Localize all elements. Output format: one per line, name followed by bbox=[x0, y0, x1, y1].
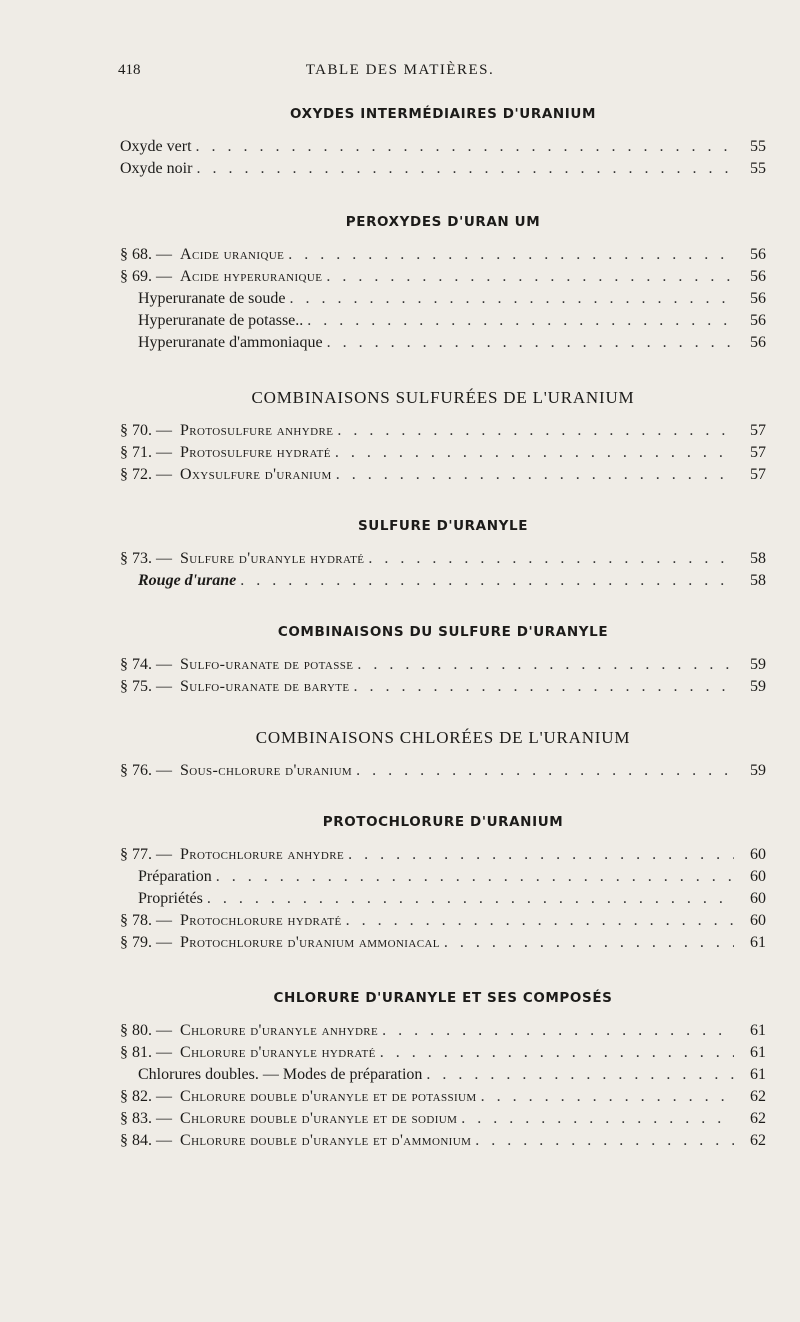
section-heading: COMBINAISONS SULFURÉES DE L'URANIUM bbox=[251, 388, 635, 407]
dot-leader bbox=[475, 1130, 734, 1152]
entry-page: 58 bbox=[750, 550, 766, 567]
section-number: § 71. — bbox=[120, 444, 172, 461]
toc-entry bbox=[120, 1042, 766, 1064]
section-number: § 68. — bbox=[120, 246, 172, 263]
section-number: § 84. — bbox=[120, 1132, 172, 1149]
toc-entry bbox=[120, 420, 766, 442]
entry-page: 61 bbox=[750, 1044, 766, 1061]
dot-leader bbox=[461, 1108, 734, 1130]
entry-list bbox=[120, 244, 766, 354]
dot-leader bbox=[335, 442, 734, 464]
toc-entry bbox=[120, 548, 766, 570]
entry-label: Protochlorure d'uranium ammoniacal bbox=[180, 934, 440, 951]
entry-page: 60 bbox=[750, 912, 766, 929]
section-number: § 73. — bbox=[120, 550, 172, 567]
entry-page: 55 bbox=[750, 138, 766, 155]
dot-leader bbox=[288, 244, 734, 266]
entry-label: Protochlorure hydraté bbox=[180, 912, 342, 929]
entry-label: Propriétés bbox=[138, 890, 203, 907]
entry-page: 58 bbox=[750, 572, 766, 589]
toc-section bbox=[120, 622, 766, 698]
entry-list bbox=[120, 1020, 766, 1152]
entry-label: Préparation bbox=[138, 868, 212, 885]
section-number: § 80. — bbox=[120, 1022, 172, 1039]
entry-list bbox=[120, 654, 766, 698]
running-title: TABLE DES MATIÈRES. bbox=[305, 62, 495, 78]
dot-leader bbox=[481, 1086, 734, 1108]
entry-page: 62 bbox=[750, 1088, 766, 1105]
section-heading: OXYDES INTERMÉDIAIRES D'URANIUM bbox=[289, 106, 597, 122]
toc-section bbox=[120, 728, 766, 782]
toc-entry bbox=[120, 760, 766, 782]
entry-label: Protosulfure hydraté bbox=[180, 444, 331, 461]
section-number: § 79. — bbox=[120, 934, 172, 951]
section-heading: PEROXYDES D'URAN UM bbox=[345, 214, 541, 230]
entry-page: 61 bbox=[750, 1066, 766, 1083]
section-heading: COMBINAISONS CHLORÉES DE L'URANIUM bbox=[255, 728, 631, 747]
dot-leader bbox=[240, 570, 734, 592]
entry-page: 59 bbox=[750, 678, 766, 695]
section-number: § 72. — bbox=[120, 466, 172, 483]
dot-leader bbox=[357, 654, 734, 676]
entry-label: Protosulfure anhydre bbox=[180, 422, 334, 439]
dot-leader bbox=[444, 932, 734, 954]
entry-list bbox=[120, 844, 766, 954]
section-number: § 75. — bbox=[120, 678, 172, 695]
dot-leader bbox=[348, 844, 734, 866]
entry-list bbox=[120, 420, 766, 486]
entry-page: 57 bbox=[750, 466, 766, 483]
dot-leader bbox=[196, 158, 734, 180]
entry-page: 56 bbox=[750, 290, 766, 307]
entry-page: 57 bbox=[750, 422, 766, 439]
toc-entry bbox=[120, 888, 766, 910]
toc-entry bbox=[120, 910, 766, 932]
dot-leader bbox=[307, 310, 734, 332]
section-number: § 78. — bbox=[120, 912, 172, 929]
entry-label: Sous-chlorure d'uranium bbox=[180, 762, 353, 779]
toc-entry bbox=[120, 844, 766, 866]
toc-entry bbox=[120, 1086, 766, 1108]
dot-leader bbox=[382, 1020, 734, 1042]
entry-label: Chlorure double d'uranyle et d'ammonium bbox=[180, 1132, 472, 1149]
toc-entry bbox=[120, 1108, 766, 1130]
entry-label: Hyperuranate de soude bbox=[138, 290, 286, 307]
entry-label: Chlorure d'uranyle hydraté bbox=[180, 1044, 376, 1061]
entry-page: 55 bbox=[750, 160, 766, 177]
dot-leader bbox=[290, 288, 735, 310]
toc-section bbox=[120, 516, 766, 592]
toc-entry bbox=[120, 266, 766, 288]
dot-leader bbox=[337, 420, 734, 442]
entry-page: 59 bbox=[750, 762, 766, 779]
toc-entry bbox=[120, 464, 766, 486]
section-number: § 82. — bbox=[120, 1088, 172, 1105]
entry-page: 61 bbox=[750, 1022, 766, 1039]
section-number: § 77. — bbox=[120, 846, 172, 863]
section-number: § 76. — bbox=[120, 762, 172, 779]
toc-entry bbox=[120, 244, 766, 266]
entry-label: Hyperuranate de potasse.. bbox=[138, 312, 304, 329]
entry-page: 56 bbox=[750, 246, 766, 263]
entry-page: 57 bbox=[750, 444, 766, 461]
toc-section bbox=[120, 104, 766, 180]
section-heading: COMBINAISONS DU SULFURE D'URANYLE bbox=[277, 624, 609, 640]
toc-section bbox=[120, 388, 766, 486]
entry-label: Sulfure d'uranyle hydraté bbox=[180, 550, 365, 567]
entry-label: Acide uranique bbox=[180, 246, 285, 263]
entry-label: Oxyde noir bbox=[120, 160, 193, 177]
entry-page: 60 bbox=[750, 890, 766, 907]
entry-label: Oxysulfure d'uranium bbox=[180, 466, 332, 483]
dot-leader bbox=[380, 1042, 734, 1064]
entry-page: 60 bbox=[750, 846, 766, 863]
toc-section bbox=[120, 812, 766, 954]
dot-leader bbox=[196, 136, 734, 158]
dot-leader bbox=[368, 548, 734, 570]
toc-entry bbox=[120, 310, 766, 332]
entry-label: Sulfo-uranate de baryte bbox=[180, 678, 350, 695]
toc-entry bbox=[120, 866, 766, 888]
entry-label: Oxyde vert bbox=[120, 138, 192, 155]
entry-label: Chlorure double d'uranyle et de sodium bbox=[180, 1110, 458, 1127]
toc-entry bbox=[120, 1130, 766, 1152]
entry-page: 59 bbox=[750, 656, 766, 673]
entry-label: Chlorure d'uranyle anhydre bbox=[180, 1022, 379, 1039]
dot-leader bbox=[426, 1064, 734, 1086]
toc-section bbox=[120, 212, 766, 354]
section-number: § 74. — bbox=[120, 656, 172, 673]
dot-leader bbox=[207, 888, 734, 910]
table-of-contents bbox=[120, 104, 766, 1152]
entry-label: Chlorure double d'uranyle et de potassium bbox=[180, 1088, 477, 1105]
dot-leader bbox=[346, 910, 734, 932]
toc-entry bbox=[120, 332, 766, 354]
entry-list bbox=[120, 548, 766, 592]
toc-entry bbox=[120, 158, 766, 180]
entry-page: 56 bbox=[750, 312, 766, 329]
entry-label: Protochlorure anhydre bbox=[180, 846, 345, 863]
toc-entry bbox=[120, 288, 766, 310]
section-number: § 83. — bbox=[120, 1110, 172, 1127]
dot-leader bbox=[326, 266, 734, 288]
toc-entry bbox=[120, 654, 766, 676]
dot-leader bbox=[216, 866, 734, 888]
entry-label: Chlorures doubles. — Modes de préparation bbox=[138, 1066, 423, 1083]
section-heading: PROTOCHLORURE D'URANIUM bbox=[322, 814, 564, 830]
section-heading: CHLORURE D'URANYLE ET SES COMPOSÉS bbox=[273, 990, 613, 1006]
entry-label: Acide hyperuranique bbox=[180, 268, 323, 285]
toc-entry bbox=[120, 676, 766, 698]
section-heading: SULFURE D'URANYLE bbox=[357, 518, 529, 534]
toc-section bbox=[120, 988, 766, 1152]
toc-entry bbox=[120, 1064, 766, 1086]
page-number: 418 bbox=[118, 62, 141, 78]
section-number: § 69. — bbox=[120, 268, 172, 285]
toc-entry bbox=[120, 442, 766, 464]
toc-entry bbox=[120, 570, 766, 592]
section-number: § 70. — bbox=[120, 422, 172, 439]
entry-label: Sulfo-uranate de potasse bbox=[180, 656, 354, 673]
entry-list bbox=[120, 760, 766, 782]
entry-page: 61 bbox=[750, 934, 766, 951]
dot-leader bbox=[356, 760, 734, 782]
entry-page: 62 bbox=[750, 1110, 766, 1127]
dot-leader bbox=[327, 332, 734, 354]
toc-entry bbox=[120, 932, 766, 954]
running-head bbox=[0, 62, 800, 86]
section-number: § 81. — bbox=[120, 1044, 172, 1061]
entry-page: 56 bbox=[750, 334, 766, 351]
entry-page: 60 bbox=[750, 868, 766, 885]
toc-entry bbox=[120, 1020, 766, 1042]
entry-page: 56 bbox=[750, 268, 766, 285]
entry-page: 62 bbox=[750, 1132, 766, 1149]
dot-leader bbox=[336, 464, 734, 486]
entry-label: Hyperuranate d'ammoniaque bbox=[138, 334, 323, 351]
entry-list bbox=[120, 136, 766, 180]
toc-entry bbox=[120, 136, 766, 158]
dot-leader bbox=[354, 676, 734, 698]
entry-label: Rouge d'urane bbox=[138, 572, 237, 589]
